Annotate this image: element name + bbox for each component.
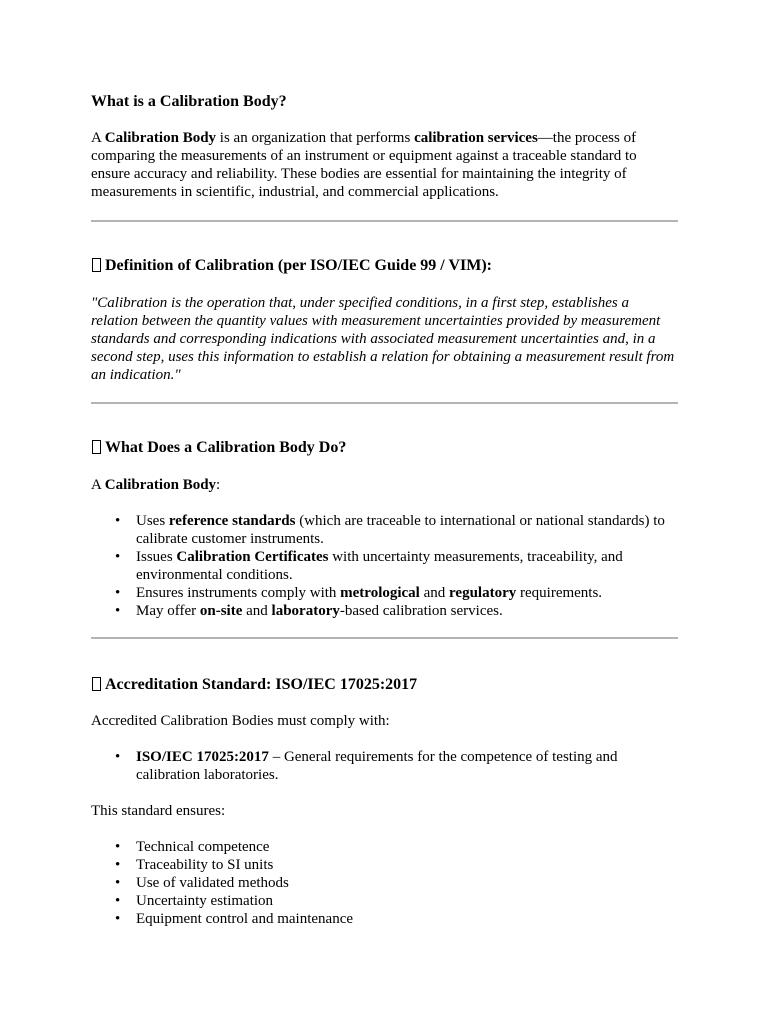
does-heading (91, 438, 678, 458)
intro-bold-calibration-body: Calibration Body (104, 130, 217, 146)
list-item-text: Ensures instruments comply with (136, 585, 341, 601)
list-item: • Technical competence (136, 838, 678, 856)
intro-paragraph (91, 129, 678, 201)
list-item: • Traceability to SI units (136, 856, 678, 874)
missing-glyph-icon (92, 258, 101, 272)
ensures-lead: This standard ensures: (91, 803, 226, 819)
does-lead-bold: Calibration Body (104, 477, 217, 493)
list-item (136, 602, 678, 620)
list-item (136, 512, 678, 548)
intro-text-1: A (91, 130, 105, 146)
does-list (91, 512, 678, 620)
list-item-text: with uncertainty measurements, traceability, and environmental conditions. (136, 549, 623, 583)
list-item-bold: metrological (340, 585, 420, 601)
accreditation-heading (91, 675, 678, 695)
list-item (136, 548, 678, 584)
list-item-bold: Calibration Certificates (176, 549, 329, 565)
list-item-text: (which are traceable to international or national standards) to calibrate customer instruments. (136, 513, 665, 547)
does-lead (91, 476, 678, 494)
intro-bold-calibration-services: calibration services (414, 130, 538, 146)
list-item-text: May offer (136, 603, 200, 619)
accreditation-list (91, 748, 678, 784)
list-item-bold: regulatory (449, 585, 517, 601)
document-page (91, 92, 678, 928)
definition-quote: "Calibration is the operation that, under specified conditions, in a first step, establishes a relation between the quantity values with measurement uncertainties provided by measurement standards and corresponding indications with associated measurement uncertainties and, in a second step, uses this information to establish a relation for obtaining a measurement result from an indication." (91, 295, 675, 383)
definition-heading (91, 256, 678, 276)
ensures-list (91, 838, 678, 928)
section-divider (91, 220, 678, 222)
list-item-text: – General requirements for the competence of testing and calibration laboratories. (136, 749, 618, 783)
missing-glyph-icon (92, 677, 101, 691)
document-title: What is a Calibration Body? (91, 93, 287, 110)
definition-heading-text: Definition of Calibration (per ISO/IEC Guide 99 / VIM): (105, 257, 492, 274)
list-item-text: Issues (136, 549, 177, 565)
missing-glyph-icon (92, 440, 101, 454)
accreditation-heading-text: Accreditation Standard: ISO/IEC 17025:2017 (105, 676, 418, 693)
list-item (136, 748, 678, 784)
list-item-bold: ISO/IEC 17025:2017 (136, 749, 269, 765)
list-item-bold: reference standards (168, 513, 296, 529)
list-item-text: -based calibration services. (339, 603, 503, 619)
accreditation-lead: Accredited Calibration Bodies must comply with: (91, 713, 390, 729)
does-lead-text-2: : (216, 477, 221, 493)
list-item-text: Uses (136, 513, 169, 529)
list-item (136, 584, 678, 602)
list-item: • Equipment control and maintenance (136, 910, 678, 928)
list-item-text: requirements. (516, 585, 603, 601)
does-heading-text: What Does a Calibration Body Do? (105, 439, 347, 456)
list-item-bold: laboratory (271, 603, 340, 619)
section-divider (91, 402, 678, 404)
list-item: • Uncertainty estimation (136, 892, 678, 910)
section-divider (91, 637, 678, 639)
list-item-bold: on-site (199, 603, 243, 619)
list-item: • Use of validated methods (136, 874, 678, 892)
intro-text-2: is an organization that performs (216, 130, 415, 146)
intro-text-3: —the process of comparing the measurements of an instrument or equipment against a traceable standard to ensure accuracy and reliability. These bodies are essential for maintaining the integrity of measurements in scientific, industrial, and commercial applications. (91, 130, 637, 200)
list-item-text: and (242, 603, 272, 619)
does-lead-text-1: A (91, 477, 105, 493)
list-item-text: and (419, 585, 450, 601)
